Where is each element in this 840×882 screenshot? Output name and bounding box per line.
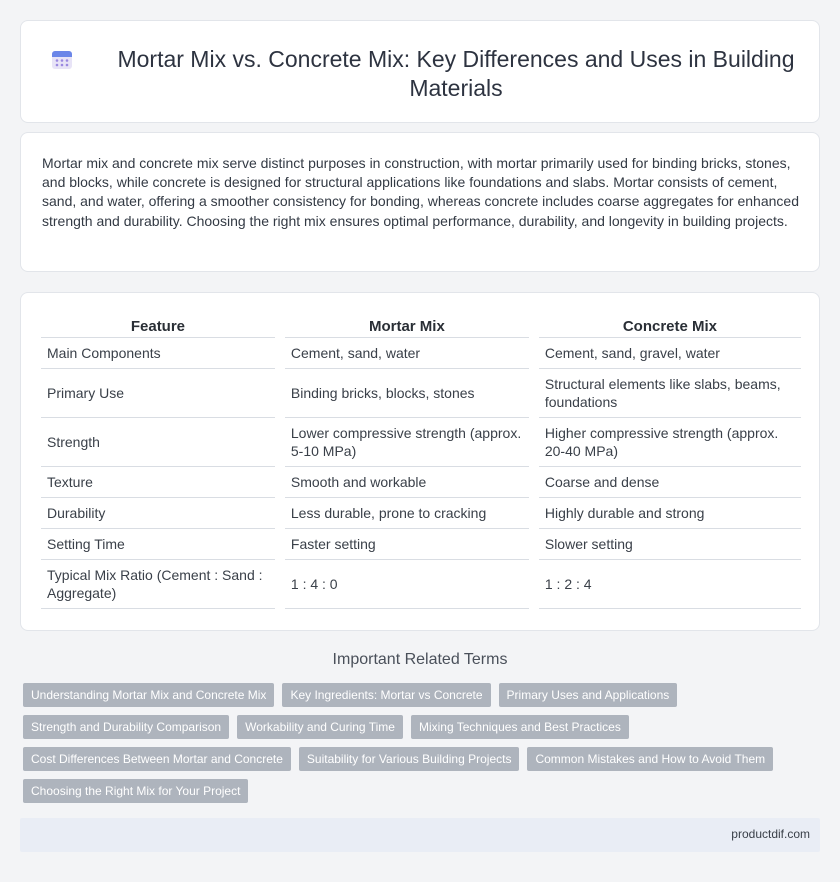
column-header: Mortar Mix [285, 315, 529, 338]
table-cell: Structural elements like slabs, beams, foundations [539, 369, 801, 418]
table-row [41, 529, 801, 560]
related-terms-list [23, 683, 813, 803]
table-cell: 1 : 4 : 0 [285, 560, 529, 609]
intro-card [20, 132, 820, 272]
table-cell: Faster setting [285, 529, 529, 560]
related-terms-heading: Important Related Terms [332, 651, 508, 668]
table-cell: Less durable, prone to cracking [285, 498, 529, 529]
table-cell: Highly durable and strong [539, 498, 801, 529]
table-header-row [41, 315, 801, 338]
table-cell: Typical Mix Ratio (Cement : Sand : Aggregate) [41, 560, 275, 609]
table-cell: Primary Use [41, 369, 275, 418]
table-cell: Lower compressive strength (approx. 5-10 MPa) [285, 418, 529, 467]
related-term-tag[interactable]: Suitability for Various Building Projects [299, 747, 520, 771]
table-cell: Smooth and workable [285, 467, 529, 498]
related-term-tag[interactable]: Primary Uses and Applications [499, 683, 678, 707]
intro-paragraph: Mortar mix and concrete mix serve distinct purposes in construction, with mortar primarily used for binding bricks, stones, and blocks, while concrete is designed for structural applications like foundations and slabs. Mortar consists of cement, sand, and water, offering a smoother consistency for bonding, whereas concrete includes coarse aggregates for enhanced strength and durability. Choosing the right mix ensures optimal performance, durability, and longevity in building projects. [42, 155, 799, 229]
footer-site-name[interactable]: productdif.com [731, 827, 810, 841]
related-term-tag[interactable]: Choosing the Right Mix for Your Project [23, 779, 248, 803]
table-cell: Coarse and dense [539, 467, 801, 498]
table-row [41, 560, 801, 609]
table-cell: Cement, sand, gravel, water [539, 338, 801, 369]
table-row [41, 338, 801, 369]
related-term-tag[interactable]: Key Ingredients: Mortar vs Concrete [282, 683, 490, 707]
related-term-tag[interactable]: Strength and Durability Comparison [23, 715, 229, 739]
table-cell: Cement, sand, water [285, 338, 529, 369]
calendar-icon [50, 47, 74, 71]
table-row [41, 467, 801, 498]
table-row [41, 498, 801, 529]
comparison-table-card [20, 292, 820, 631]
table-cell: Slower setting [539, 529, 801, 560]
related-term-tag[interactable]: Understanding Mortar Mix and Concrete Mix [23, 683, 274, 707]
related-term-tag[interactable]: Common Mistakes and How to Avoid Them [527, 747, 773, 771]
table-cell: Texture [41, 467, 275, 498]
comparison-table [31, 315, 811, 609]
related-term-tag[interactable]: Mixing Techniques and Best Practices [411, 715, 629, 739]
table-cell: Durability [41, 498, 275, 529]
table-cell: Higher compressive strength (approx. 20-40 MPa) [539, 418, 801, 467]
page-title: Mortar Mix vs. Concrete Mix: Key Differences and Uses in Building Materials [117, 46, 795, 101]
header-card [20, 20, 820, 123]
column-header: Concrete Mix [539, 315, 801, 338]
table-cell: 1 : 2 : 4 [539, 560, 801, 609]
related-term-tag[interactable]: Cost Differences Between Mortar and Concrete [23, 747, 291, 771]
related-term-tag[interactable]: Workability and Curing Time [237, 715, 403, 739]
table-row [41, 418, 801, 467]
table-cell: Binding bricks, blocks, stones [285, 369, 529, 418]
table-row [41, 369, 801, 418]
footer [20, 818, 820, 852]
table-cell: Strength [41, 418, 275, 467]
table-cell: Setting Time [41, 529, 275, 560]
table-cell: Main Components [41, 338, 275, 369]
column-header: Feature [41, 315, 275, 338]
